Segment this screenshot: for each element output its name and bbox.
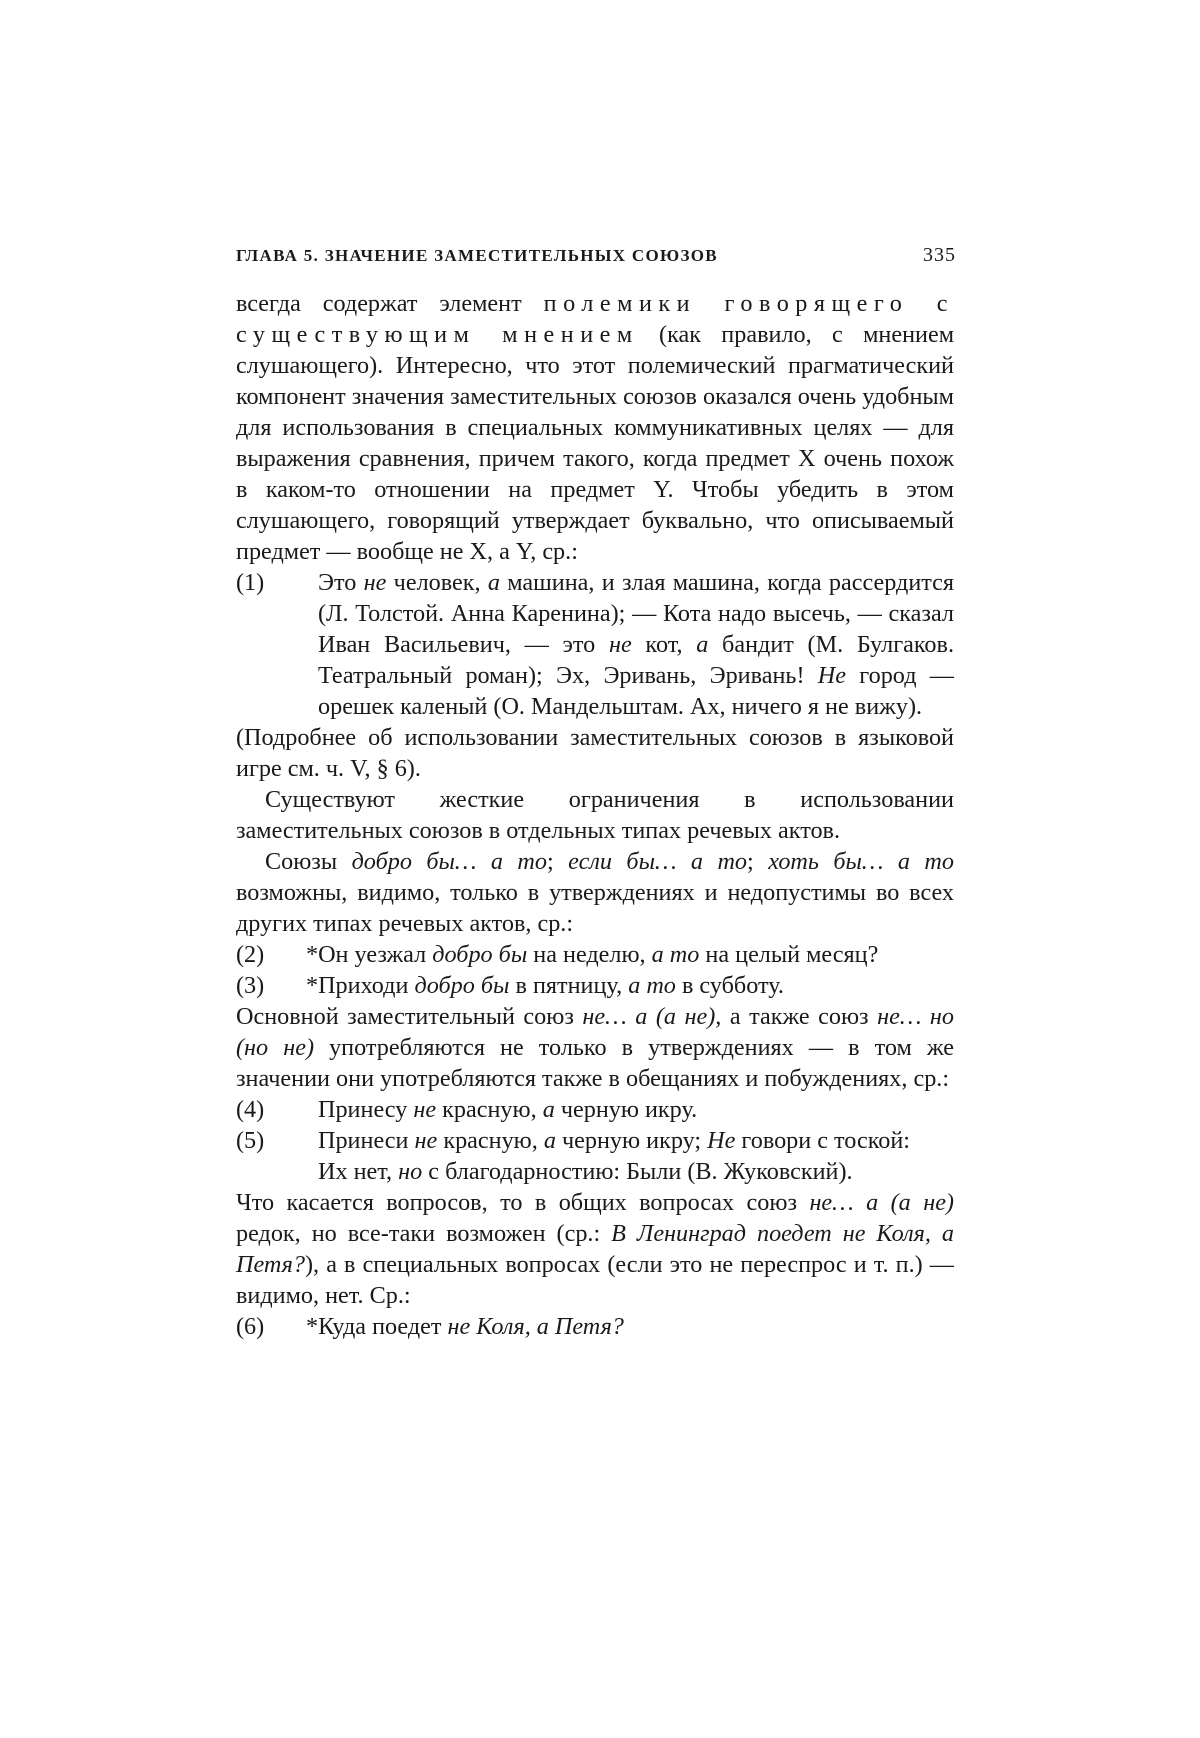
running-title: ГЛАВА 5. ЗНАЧЕНИЕ ЗАМЕСТИТЕЛЬНЫХ СОЮЗОВ (236, 246, 718, 265)
example-number: (3) (236, 972, 265, 999)
example-number: (1) (236, 569, 265, 596)
text-run: всегда содержат элемент (236, 290, 544, 317)
paragraph-questions: Что касается вопросов, то в общих вопросах союз не… а (а не) редок, но все-таки возможен (ср.: В Ленинград поедет не Коля, а Петя?), а в специальных вопросах (если это не переспрос и т. п.) — видимо, нет. Ср.: (236, 1189, 954, 1309)
example-4 (236, 1094, 954, 1125)
example-6 (236, 1311, 954, 1342)
example-3 (236, 970, 954, 1001)
example-number: (6) (236, 1313, 265, 1340)
paragraph-restrictions: Существуют жесткие ограничения в использовании заместительных союзов в отдельных типах речевых актов. (236, 786, 954, 844)
paragraph-conjunctions: Союзы добро бы… а то; если бы… а то; хоть бы… а то возможны, видимо, только в утверждениях и недопустимы во всех других типах речевых актов, ср.: (236, 848, 954, 937)
spaced-emphasis: полемики говорящего с существующим мнением (236, 290, 954, 348)
example-number: (4) (236, 1096, 265, 1123)
example-number: (2) (236, 941, 265, 968)
paragraph-main-conjunction: Основной заместительный союз не… а (а не), а также союз не… но (но не) употребляются не только в утверждениях — в том же значении они употребляются также в обещаниях и побуждениях, ср.: (236, 1003, 955, 1092)
example-text: *Приходи добро бы в пятницу, а то в субботу. (306, 972, 784, 999)
example-5-continuation: Их нет, но с благодарностию: Были (В. Жуковский). (318, 1158, 853, 1185)
example-number: (5) (236, 1127, 265, 1154)
text-run: (как правило, с мнением слушающего). Интересно, что этот полемический прагматический компонент значения заместительных союзов оказался очень удобным для использования в специальных коммуникативных целях — для выражения сравнения, причем такого, когда предмет X очень похож в каком-то отношении на предмет Y. Чтобы убедить в этом слушающего, говорящий утверждает буквально, что описываемый предмет — вообще не X, а Y, ср.: (236, 321, 955, 565)
body-text (236, 288, 954, 1342)
example-text: *Он уезжал добро бы на неделю, а то на целый месяц? (306, 941, 879, 968)
example-text: Это не человек, а машина, и злая машина, когда рассердится (Л. Толстой. Анна Каренина); — Кота надо высечь, — сказал Иван Васильевич, — это не кот, а бандит (М. Булгаков. Театральный роман); Эх, Эривань, Эривань! Не город — орешек каленый (О. Мандельштам. Ах, ничего я не вижу). (318, 569, 954, 720)
example-text: Принесу не красную, а черную икру. (318, 1096, 698, 1123)
page-number: 335 (923, 244, 956, 266)
example-text: Принеси не красную, а черную икру; Не говори с тоской: (318, 1127, 910, 1154)
example-5 (236, 1125, 954, 1156)
example-1 (236, 567, 954, 722)
paragraph-polemic (236, 288, 954, 567)
example-text: *Куда поедет не Коля, а Петя? (306, 1313, 624, 1340)
page-header (236, 244, 956, 267)
example-2 (236, 939, 954, 970)
paragraph-see-also: (Подробнее об использовании заместительных союзов в языковой игре см. ч. V, § 6). (236, 724, 954, 782)
